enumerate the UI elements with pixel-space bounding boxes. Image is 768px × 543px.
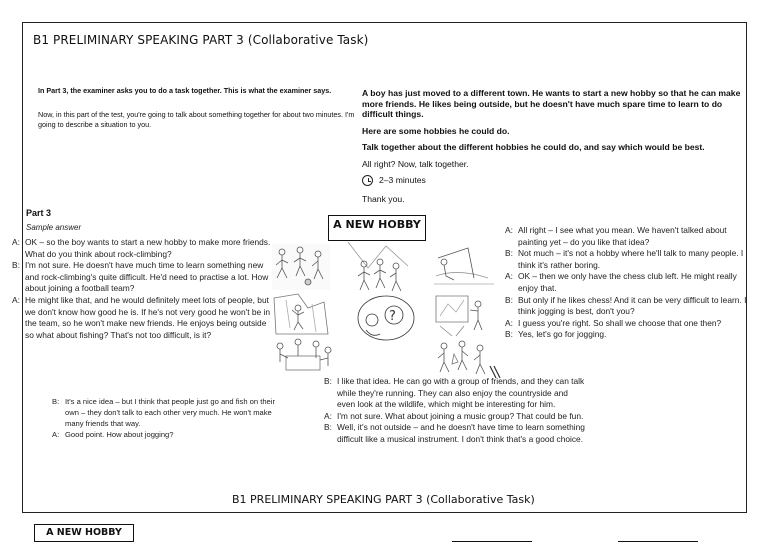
dialogue-line: A: He might like that, and he would definitely meet lots of people, but we don't know how good he is. If he's not very good he won't be in the team, so he won't make new friends. He enjoys being outside so what about fishing? That's not too difficult, is it?: [12, 294, 271, 340]
dialogue-right: [505, 225, 753, 341]
dialogue-line: B: I like that idea. He can go with a group of friends, and they can talk while they're running. They can also enjoy the countryside and even look at the wildlife, which might be interesting for him.: [324, 376, 585, 410]
hobbies-illustration: [268, 238, 504, 386]
footer-title: B1 PRELIMINARY SPEAKING PART 3 (Collaborative Task): [232, 493, 535, 506]
task-prompt: All right? Now, talk together.: [362, 158, 469, 169]
sample-answer-label: Sample answer: [26, 223, 82, 232]
answer-line: [618, 541, 698, 542]
answer-line: [452, 541, 532, 542]
dialogue-line: B: But only if he likes chess! And it can be very difficult to learn. I think jogging is best, don't you?: [505, 294, 747, 317]
clock-icon: [362, 175, 373, 186]
task-thanks: Thank you.: [362, 194, 405, 204]
task-situation: A boy has just moved to a different town. He wants to start a new hobby so that he can make more friends. He likes being outside, but he doesn't have much spare time to learn to do difficult things.: [362, 88, 741, 119]
thinking-boy-picture: [358, 296, 414, 340]
jogging-picture: [348, 242, 408, 291]
football-picture: [272, 244, 330, 290]
dialogue-line: B: I'm not sure. He doesn't have much time to learn something new and rock-climbing's quite difficult. He'd need to practise a lot. How about joining a football team?: [12, 260, 269, 294]
bottom-hobby-label: A NEW HOBBY: [34, 524, 134, 542]
painting-picture: [436, 296, 482, 336]
task-instruction: Talk together about the different hobbies he could do, and say which would be best.: [362, 142, 705, 152]
dialogue-middle: [324, 376, 586, 446]
task-hobbies-line: Here are some hobbies he could do.: [362, 125, 510, 136]
chess-club-picture: [277, 339, 331, 370]
dialogue-line: B: Yes, let's go for jogging.: [505, 329, 607, 340]
timer-text: 2–3 minutes: [379, 175, 426, 186]
dialogue-line: A: Good point. How about jogging?: [52, 430, 174, 439]
dialogue-line: B: Not much – it's not a hobby where he'll talk to many people. I think it's rather boring.: [505, 248, 744, 270]
dialogue-left-continued: [52, 396, 282, 440]
svg-text:?: ?: [389, 309, 396, 324]
fishing-picture: [434, 248, 494, 284]
dialogue-line: A: OK – so the boy wants to start a new hobby to make more friends. What do you think about rock-climbing?: [12, 237, 271, 259]
dialogue-line: B: Well, it's not outside – and he doesn't have time to learn something difficult like a musical instrument. I don't think that's a good choice.: [324, 422, 585, 444]
dialogue-left: [12, 237, 274, 341]
task-card: [362, 88, 742, 211]
dialogue-line: A: I'm not sure. What about joining a music group? That could be fun.: [324, 410, 584, 421]
rock-climbing-picture: [274, 294, 328, 334]
music-group-picture: [438, 341, 500, 378]
intro-text: Now, in this part of the test, you're going to talk about something together for about two minutes. I'm going to describe a situation to you.: [38, 110, 355, 129]
dialogue-line: A: OK – then we only have the chess club left. He might really enjoy that.: [505, 271, 737, 293]
dialogue-line: A: I guess you're right. So shall we choose that one then?: [505, 317, 722, 328]
page-title: B1 PRELIMINARY SPEAKING PART 3 (Collaborative Task): [33, 33, 369, 47]
hobby-label-box: A NEW HOBBY: [328, 215, 426, 241]
intro-heading: In Part 3, the examiner asks you to do a task together. This is what the examiner says.: [38, 86, 332, 95]
part3-heading: Part 3: [26, 208, 52, 218]
timer-row: [362, 175, 742, 186]
dialogue-line: A: All right – I see what you mean. We haven't talked about painting yet – do you like that idea?: [505, 225, 727, 247]
dialogue-line: B: It's a nice idea – but I think that people just go and fish on their own – they don't talk to each other very much. He won't make many friends that way.: [52, 397, 275, 428]
